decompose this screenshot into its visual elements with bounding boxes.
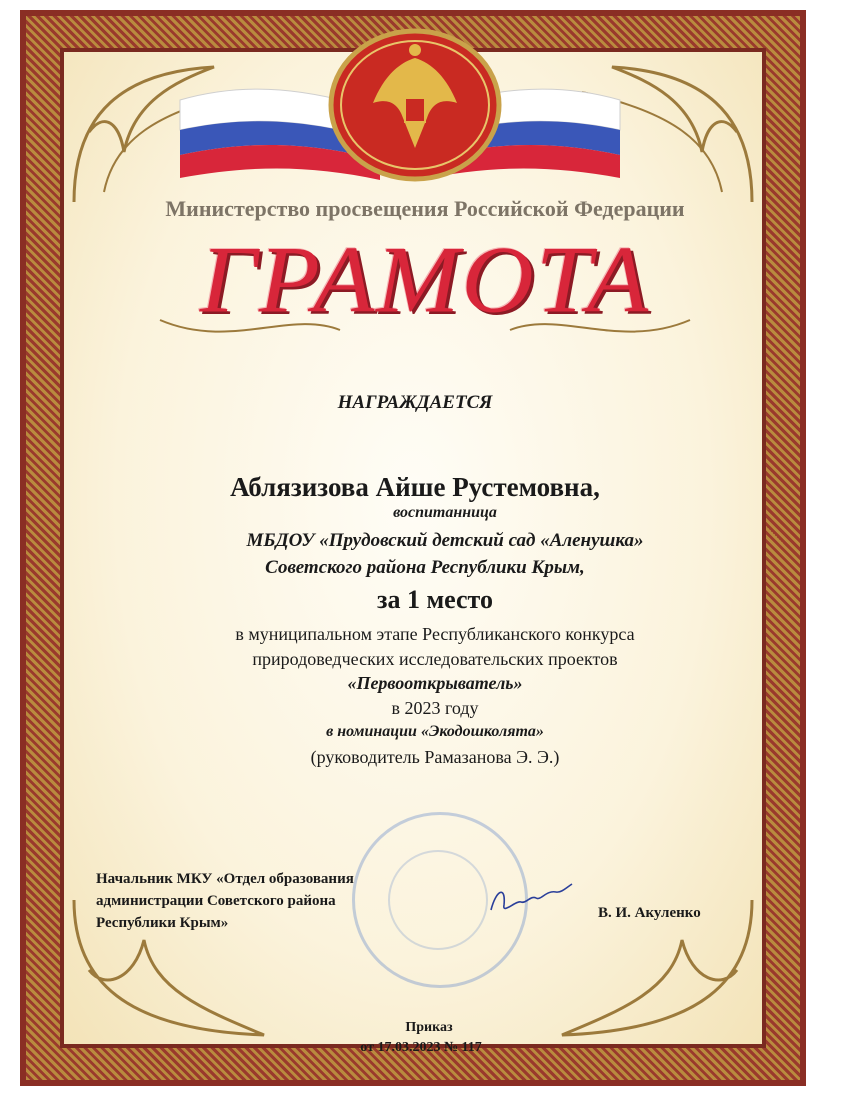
handwritten-signature [486, 880, 576, 920]
coat-of-arms-icon [328, 28, 502, 182]
signatory-position [96, 868, 354, 934]
nomination: в номинации «Экодошколята» [326, 723, 544, 740]
details-line-2: природоведческих исследовательских проектов [252, 649, 618, 669]
leader: (руководитель Рамазанова Э. Э.) [310, 747, 560, 767]
awarded-heading: НАГРАЖДАЕТСЯ [337, 392, 493, 413]
contest-year: в 2023 году [391, 698, 479, 718]
recipient-role: воспитанница [393, 504, 497, 521]
stamp-inner-ring [388, 850, 488, 950]
recipient-name: Аблязизова Айше Рустемовна, [230, 472, 600, 502]
signatory-position-line-2: администрации Советского района [96, 893, 336, 909]
signatory-position-line-1: Начальник МКУ «Отдел образования [96, 871, 354, 887]
order-number: от 17.03.2023 № 117 [360, 1040, 482, 1055]
school-line-1: МБДОУ «Прудовский детский сад «Аленушка» [246, 530, 644, 551]
certificate-title: ГРАМОТА [199, 226, 651, 333]
signatory-name: В. И. Акуленко [598, 905, 701, 921]
school-line-2: Советского района Республики Крым, [265, 557, 585, 578]
signatory-position-line-3: Республики Крым» [96, 915, 229, 931]
order-label: Приказ [405, 1020, 453, 1035]
contest-name: «Первооткрыватель» [347, 673, 523, 693]
details-line-1: в муниципальном этапе Республиканского конкурса [235, 624, 635, 644]
place-text: за 1 место [377, 585, 493, 614]
ministry-name: Министерство просвещения Российской Федерации [165, 196, 685, 221]
